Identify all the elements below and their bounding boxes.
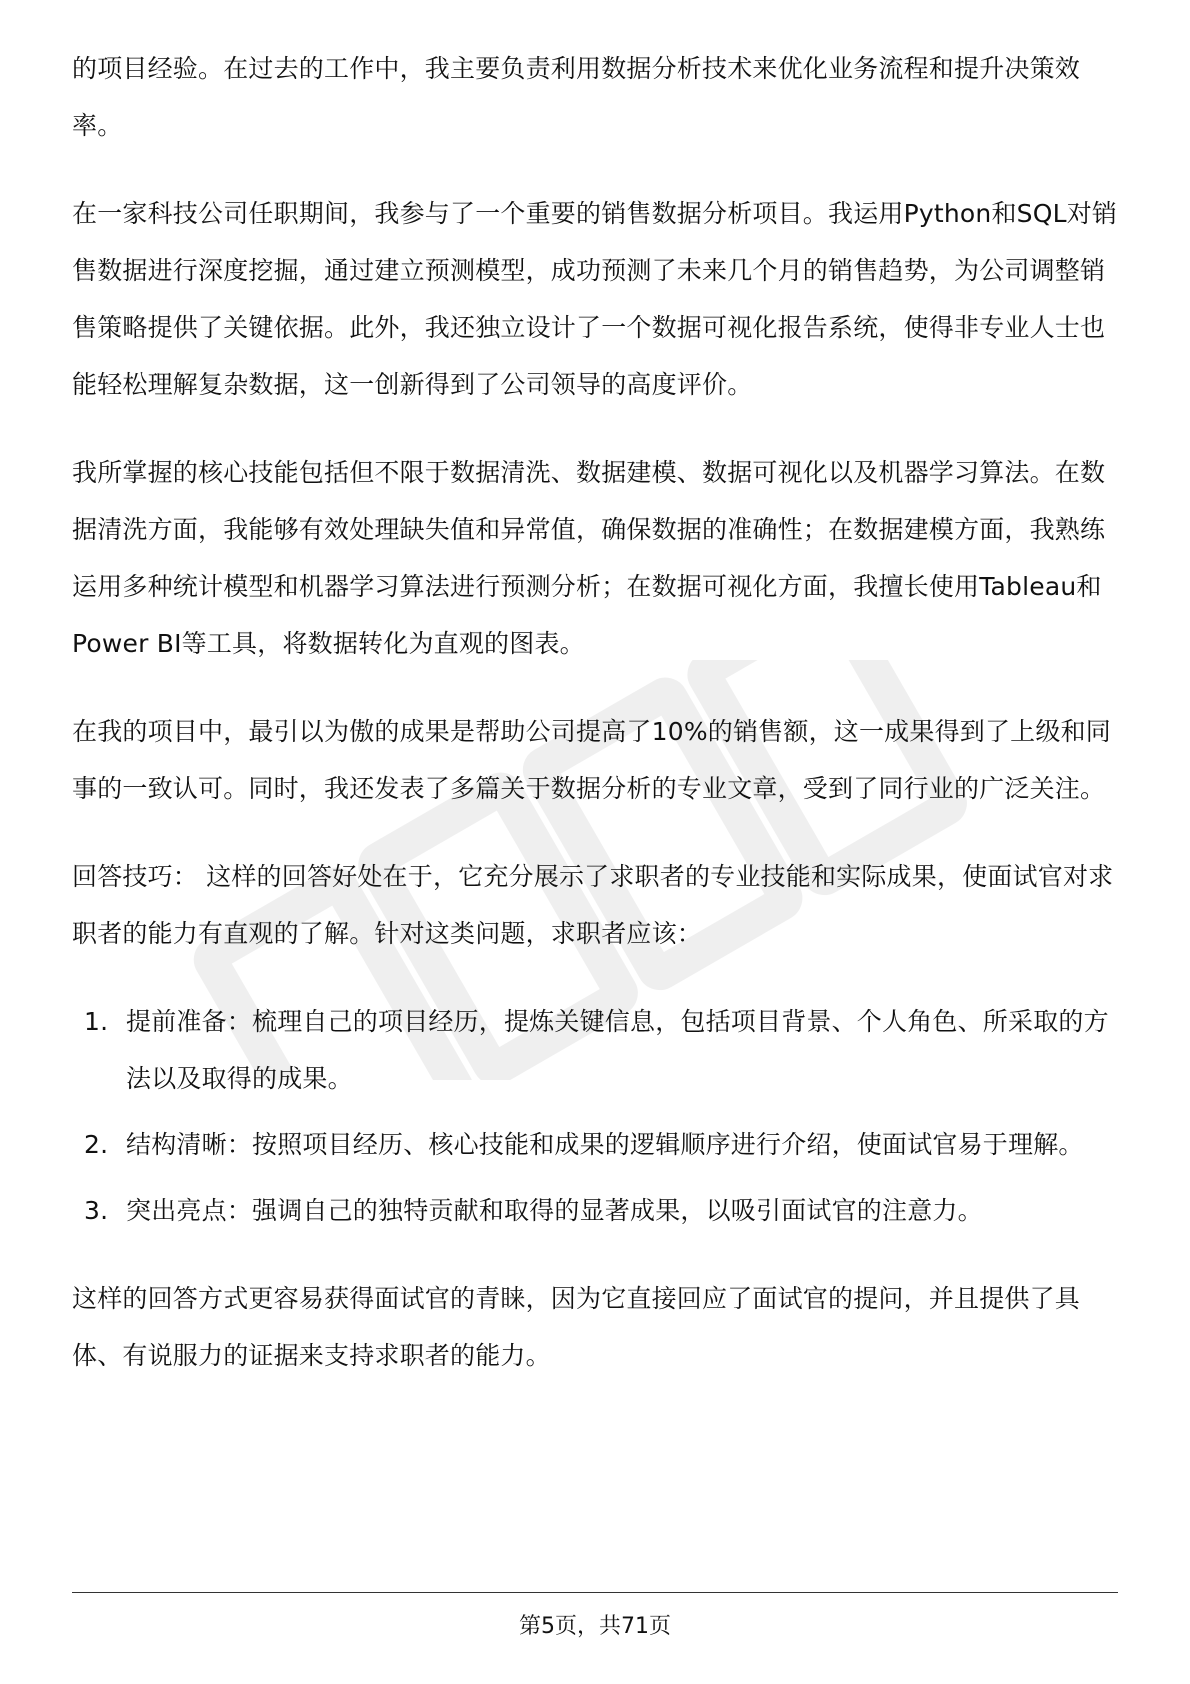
list-item [72,1182,1118,1239]
page-number: 第5页，共71页 [519,1614,671,1639]
footer-divider [72,1592,1118,1593]
paragraph-4: 在我的项目中，最引以为傲的成果是帮助公司提高了10%的销售额，这一成果得到了上级和同事的一致认可。同时，我还发表了多篇关于数据分析的专业文章，受到了同行业的广泛关注。 [72,717,1111,803]
list-text: 结构清晰：按照项目经历、核心技能和成果的逻辑顺序进行介绍，使面试官易于理解。 [126,1130,1084,1159]
paragraph-3: 我所掌握的核心技能包括但不限于数据清洗、数据建模、数据可视化以及机器学习算法。在数据清洗方面，我能够有效处理缺失值和异常值，确保数据的准确性；在数据建模方面，我熟练运用多种统计模型和机器学习算法进行预测分析；在数据可视化方面，我擅长使用Tableau和Power BI等工具，将数据转化为直观的图表。 [72,458,1106,658]
tips-list [72,993,1118,1239]
list-number: 1. [84,1007,109,1036]
list-item [72,1116,1118,1173]
paragraph-1: 的项目经验。在过去的工作中，我主要负责利用数据分析技术来优化业务流程和提升决策效率。 [72,54,1081,140]
list-text: 突出亮点：强调自己的独特贡献和取得的显著成果，以吸引面试官的注意力。 [126,1196,983,1225]
list-text: 提前准备：梳理自己的项目经历，提炼关键信息，包括项目背景、个人角色、所采取的方法以及取得的成果。 [126,1007,1109,1093]
paragraph-5: 回答技巧： 这样的回答好处在于，它充分展示了求职者的专业技能和实际成果，使面试官对求职者的能力有直观的了解。针对这类问题，求职者应该： [72,862,1114,948]
list-number: 2. [84,1130,109,1159]
list-item [72,993,1118,1107]
paragraph-2: 在一家科技公司任职期间，我参与了一个重要的销售数据分析项目。我运用Python和SQL对销售数据进行深度挖掘，通过建立预测模型，成功预测了未来几个月的销售趋势，为公司调整销售策略提供了关键依据。此外，我还独立设计了一个数据可视化报告系统，使得非专业人士也能轻松理解复杂数据，这一创新得到了公司领导的高度评价。 [72,199,1118,399]
document-body [72,40,1118,1415]
closing-paragraph: 这样的回答方式更容易获得面试官的青睐，因为它直接回应了面试官的提问，并且提供了具体、有说服力的证据来支持求职者的能力。 [72,1284,1081,1370]
list-number: 3. [84,1196,109,1225]
